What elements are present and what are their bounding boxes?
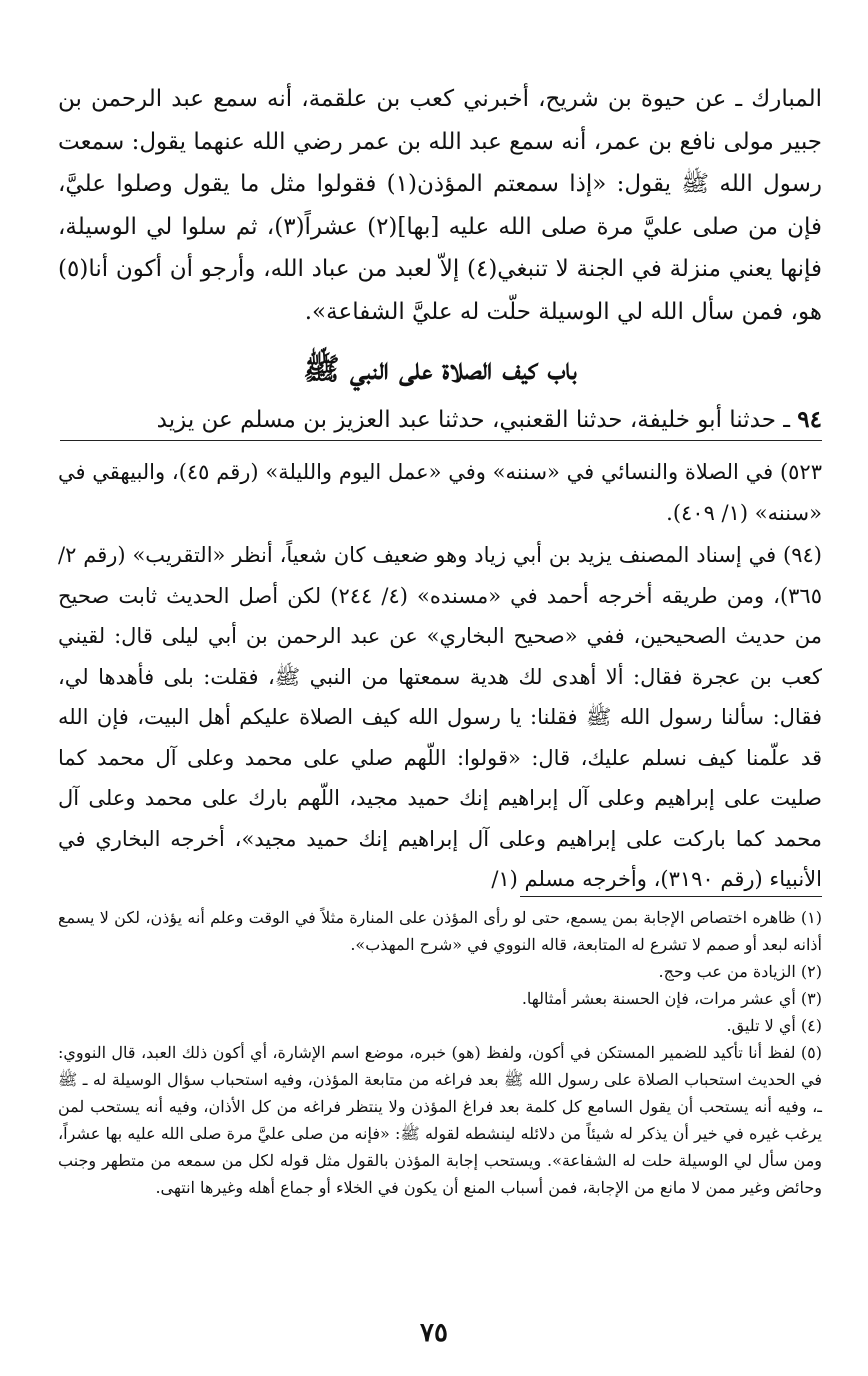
- footnote: (٣) أي عشر مرات، فإن الحسنة بعشر أمثالها.: [521, 989, 822, 1008]
- main-paragraph: المبارك ـ عن حيوة بن شريح، أخبرني كعب بن علقمة، أنه سمع عبد الرحمن بن جبير مولى نافع بن عمر، أنه سمع عبد الله بن عمر رضي الله عنهما يقول: سمعت رسول الله ﷺ يقول: «إذا سمعتم المؤذن(١) فقولوا مثل ما يقول وصلوا عليَّ، فإن من صلى عليَّ مرة صلى الله عليه [بها](٢) عشراً(٣)، ثم سلوا لي الوسيلة، فإنها يعني منزلة في الجنة لا تنبغي(٤) إلاّ لعبد من عباد الله، وأرجو أن أكون أنا(٥) هو، فمن سأل الله لي الوسيلة حلّت له عليَّ الشفاعة».: [58, 86, 823, 325]
- commentary-note: ٥٢٣) في الصلاة والنسائي في «سننه» وفي «عمل اليوم والليلة» (رقم ٤٥)، والبيهقي في «سننه» (١/ ٤٠٩).: [58, 460, 822, 525]
- hadith-number: ٩٤: [797, 406, 822, 433]
- footnote: (١) ظاهره اختصاص الإجابة بمن يسمع، حتى لو رأى المؤذن على المنارة مثلاً في الوقت وعلم أنه يؤذن، لكن لا يسمع أذانه لبعد أو صمم لا تشرع له المتابعة، قاله النووي في «شرح المهذب».: [58, 908, 822, 954]
- chapter-heading: باب كيف الصلاة على النبي ﷺ: [303, 352, 577, 387]
- footnote-rule: [520, 896, 822, 897]
- commentary-notes: [58, 452, 822, 900]
- footnotes: [58, 904, 822, 1201]
- main-text: [58, 78, 822, 441]
- footnote: (٥) لفظ أنا تأكيد للضمير المستكن في أكون، ولفظ (هو) خبره، موضع اسم الإشارة، أي أكون ذلك العبد، قال النووي: في الحديث استحباب الصلاة على رسول الله ﷺ بعد فراغه من متابعة المؤذن، وفيه استحباب سؤال الوسيلة له ـ ﷺ ـ، وفيه أنه يستحب أن يقول السامع كل كلمة بعد فراغ المؤذن ولا ينتظر فراغه من كل الأذان، وفيه أنه يستحب لمن يرغب غيره في خير أن يذكر له شيئاً من دلائله لينشطه لقوله ﷺ: «فإنه من صلى عليَّ مرة صلى الله عليه بها عشراً، ومن سأل لي الوسيلة حلت له الشفاعة». ويستحب إجابة المؤذن بالقول مثل قوله لكل من سمعه من متطهر وجنب وحائض وغير ممن لا مانع من الإجابة، فمن أسباب المنع أن يكون في الخلاء أو جماع أهله وغيرها انتهى.: [58, 1043, 822, 1197]
- separator-rule: [60, 440, 822, 441]
- commentary-note: (٩٤) في إسناد المصنف يزيد بن أبي زياد وهو ضعيف كان شعياً، أنظر «التقريب» (رقم ٢/ ٣٦٥)، ومن طريقه أخرجه أحمد في «مسنده» (٤/ ٢٤٤) لكن أصل الحديث ثابت صحيح من حديث الصحيحين، ففي «صحيح البخاري» عن عبد الرحمن بن أبي ليلى قال: لقيني كعب بن عجرة فقال: ألا أهدى لك هدية سمعتها من النبي ﷺ، فقلت: بلى فأهدها لي، فقال: سألنا رسول الله ﷺ فقلنا: يا رسول الله كيف الصلاة عليكم أهل البيت، فإن الله قد علّمنا كيف نسلم عليك، قال: «قولوا: اللّهم صلي على محمد وعلى آل محمد كما صليت على إبراهيم وعلى آل إبراهيم إنك حميد مجيد، اللّهم بارك على محمد وعلى آل محمد كما باركت على إبراهيم وعلى آل إبراهيم إنك حميد مجيد»، أخرجه البخاري في الأنبياء (رقم ٣١٩٠)، وأخرجه مسلم (١/: [58, 543, 822, 891]
- footnote: (٢) الزيادة من عب وحج.: [658, 962, 822, 981]
- hadith-text: ـ حدثنا أبو خليفة، حدثنا القعنبي، حدثنا عبد العزيز بن مسلم عن يزيد: [156, 407, 790, 433]
- footnote: (٤) أي لا تليق.: [726, 1016, 822, 1035]
- hadith-line: [58, 399, 822, 441]
- page-number: ٧٥: [420, 1318, 448, 1348]
